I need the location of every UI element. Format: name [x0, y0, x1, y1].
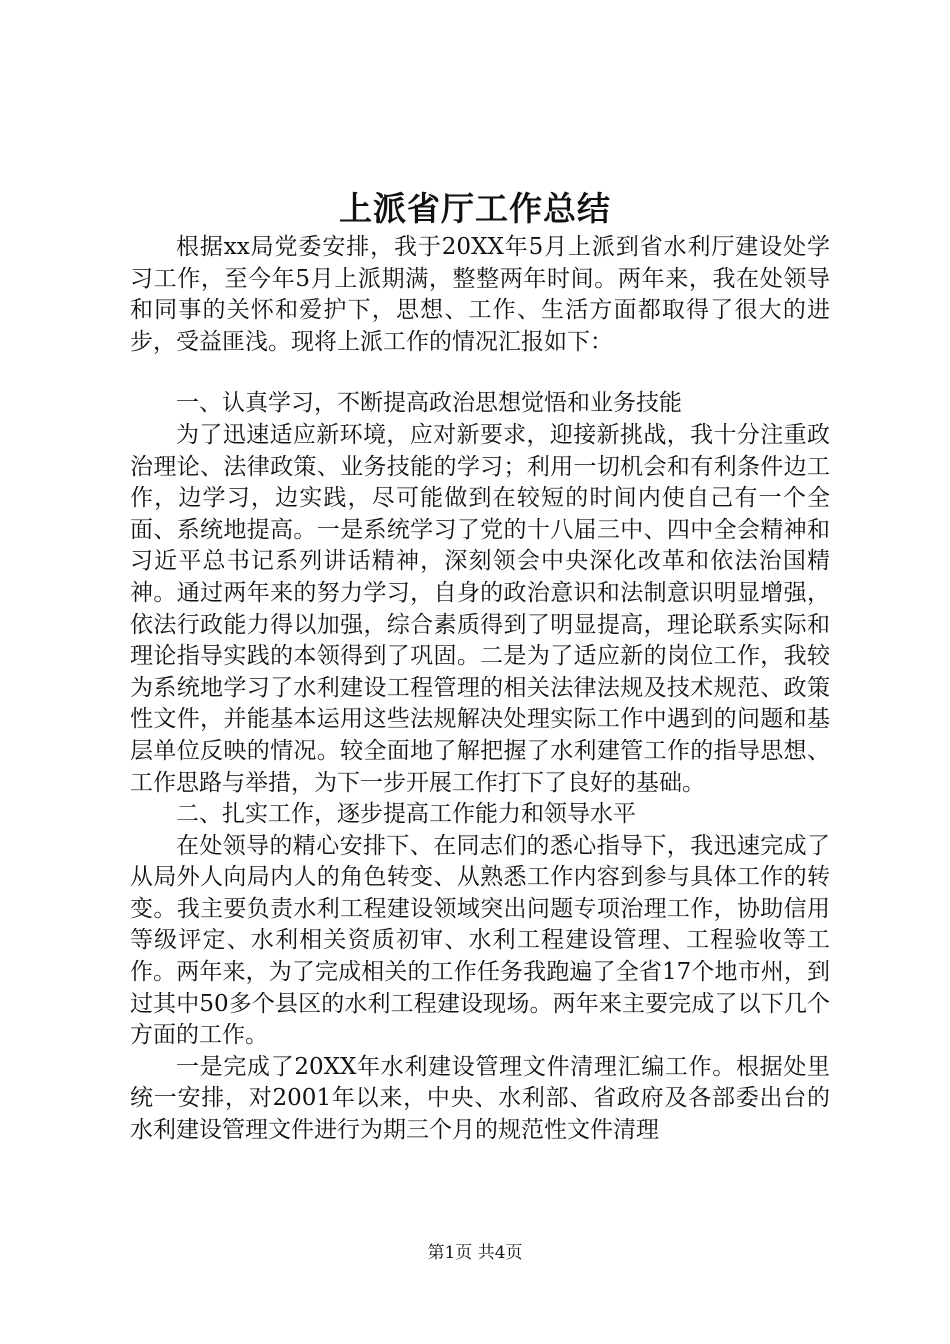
section-2-paragraph: 在处领导的精心安排下、在同志们的悉心指导下，我迅速完成了从局外人向局内人的角色转变、从熟悉工作内容到参与具体工作的转变。我主要负责水利工程建设领域突出问题专项治理工作，协助信用等级评定、水利相关资质初审、水利工程建设管理、工程验收等工作。两年来，为了完成相关的工作任务我跑遍了全省17个地市州，到过其中50多个县区的水利工程建设现场。两年来主要完成了以下几个方面的工作。 — [130, 832, 830, 1049]
document-body — [130, 232, 830, 1147]
intro-paragraph: 根据xx局党委安排，我于20XX年5月上派到省水利厅建设处学习工作，至今年5月上派期满，整整两年时间。两年来，我在处领导和同事的关怀和爱护下，思想、工作、生活方面都取得了很大的进步，受益匪浅。现将上派工作的情况汇报如下： — [130, 234, 830, 355]
section-2-item-1-paragraph: 一是完成了20XX年水利建设管理文件清理汇编工作。根据处里统一安排，对2001年以来，中央、水利部、省政府及各部委出台的水利建设管理文件进行为期三个月的规范性文件清理 — [130, 1053, 830, 1144]
section-heading-2: 二、扎实工作，逐步提高工作能力和领导水平 — [176, 801, 636, 828]
document-title: 上派省厅工作总结 — [339, 189, 611, 228]
section-heading-1: 一、认真学习，不断提高政治思想觉悟和业务技能 — [176, 390, 682, 417]
section-1-paragraph: 为了迅速适应新环境，应对新要求，迎接新挑战，我十分注重政治理论、法律政策、业务技能的学习；利用一切机会和有利条件边工作，边学习，边实践，尽可能做到在较短的时间内使自己有一个全面、系统地提高。一是系统学习了党的十八届三中、四中全会精神和习近平总书记系列讲话精神，深刻领会中央深化改革和依法治国精神。通过两年来的努力学习，自身的政治意识和法制意识明显增强，依法行政能力得以加强，综合素质得到了明显提高，理论联系实际和理论指导实践的本领得到了巩固。二是为了适应新的岗位工作，我较为系统地学习了水利建设工程管理的相关法律法规及技术规范、政策性文件，并能基本运用这些法规解决处理实际工作中遇到的问题和基层单位反映的情况。较全面地了解把握了水利建管工作的指导思想、工作思路与举措，为下一步开展工作打下了良好的基础。 — [130, 421, 830, 796]
page-number-footer: 第1页 共4页 — [427, 1243, 523, 1263]
